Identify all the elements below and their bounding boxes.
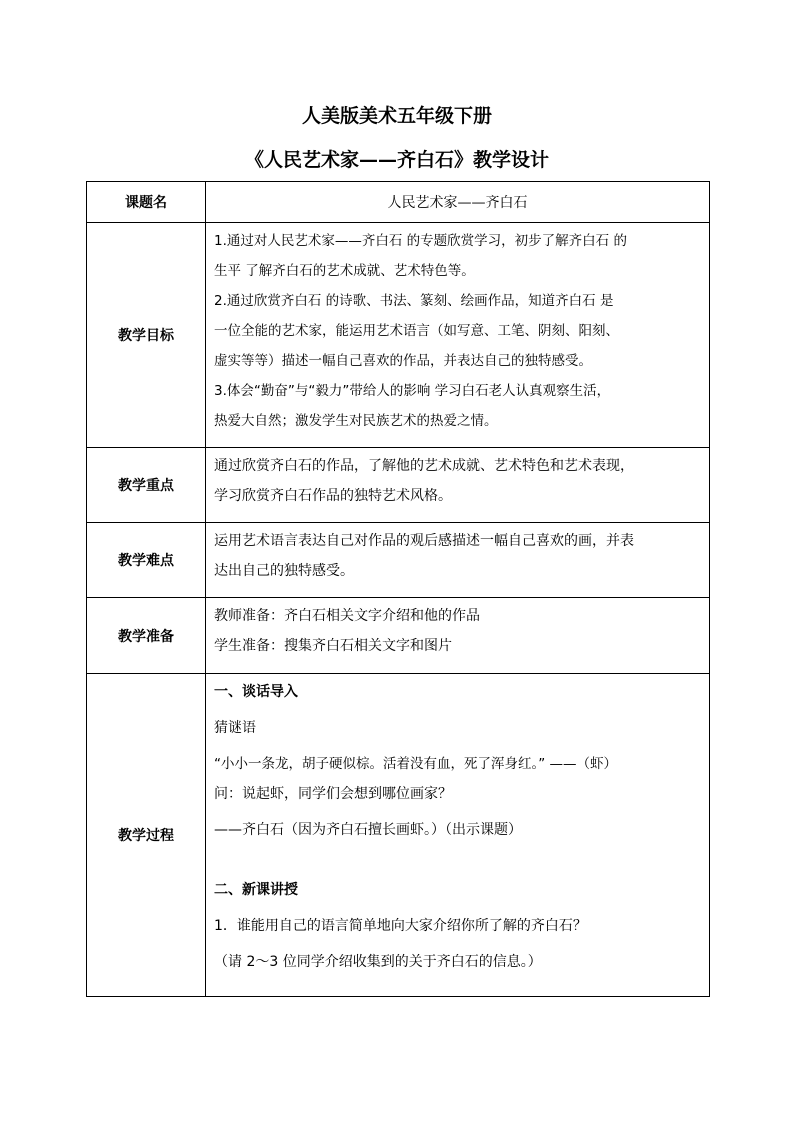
process-section-heading: 二、新课讲授 [214,882,298,898]
objectives-line: 1.通过对人民艺术家——齐白石 的专题欣赏学习，初步了解齐白石 的 [214,233,627,249]
preparation-content [206,598,710,674]
row-label-objectives: 教学目标 [87,223,206,448]
process-line: ——齐白石（因为齐白石擅长画虾。）（出示课题） [214,822,522,838]
process-line: 1．谁能用自己的语言简单地向大家介绍你所了解的齐白石？ [214,918,587,934]
row-label-topic: 课题名 [87,182,206,223]
lesson-plan-table [86,181,710,997]
objectives-content [206,223,710,448]
row-label-difficulties: 教学难点 [87,523,206,598]
table-row-process [87,674,710,997]
document-title: 人美版美术五年级下册 [301,105,492,127]
objectives-line: 生平 了解齐白石的艺术成就、艺术特色等。 [214,263,475,279]
difficulties-content [206,523,710,598]
objectives-line: 一位全能的艺术家，能运用艺术语言（如写意、工笔、阴刻、阳刻、 [214,323,619,339]
process-line: 猜谜语 [214,720,256,736]
row-label-preparation: 教学准备 [87,598,206,674]
table-row-key-points [87,448,710,523]
objectives-line: 虚实等等）描述一幅自己喜欢的作品，并表达自己的独特感受。 [214,353,592,369]
process-section-heading: 一、谈话导入 [214,684,298,700]
preparation-line: 教师准备：齐白石相关文字介绍和他的作品 [214,608,480,624]
table-row-topic [87,182,710,223]
key-points-line: 通过欣赏齐白石的作品，了解他的艺术成就、艺术特色和艺术表现， [214,458,634,474]
process-line: “小小一条龙，胡子硬似棕。活着没有血，死了浑身红。” ——（虾） [214,756,618,772]
preparation-line: 学生准备：搜集齐白石相关文字和图片 [214,638,452,654]
objectives-line: 热爱大自然；激发学生对民族艺术的热爱之情。 [214,413,498,429]
table-row-preparation [87,598,710,674]
table-row-difficulties [87,523,710,598]
table-row-objectives [87,223,710,448]
process-line: 问：说起虾，同学们会想到哪位画家？ [214,786,452,802]
row-label-process: 教学过程 [87,674,206,997]
process-line: （请 2～3 位同学介绍收集到的关于齐白石的信息。） [214,954,542,970]
row-label-key-points: 教学重点 [87,448,206,523]
key-points-line: 学习欣赏齐白石作品的独特艺术风格。 [214,488,452,504]
key-points-content [206,448,710,523]
process-spacer [214,845,703,875]
objectives-line: 3.体会“勤奋”与“毅力”带给人的影响 学习白石老人认真观察生活， [214,383,611,399]
lesson-name-value: 人民艺术家——齐白石 [206,182,710,223]
objectives-line: 2.通过欣赏齐白石 的诗歌、书法、篆刻、绘画作品，知道齐白石 是 [214,293,614,309]
difficulties-line: 达出自己的独特感受。 [214,563,354,579]
difficulties-line: 运用艺术语言表达自己对作品的观后感描述一幅自己喜欢的画，并表 [214,533,634,549]
document-subtitle: 《人民艺术家——齐白石》教学设计 [244,149,549,171]
process-content [206,674,710,997]
